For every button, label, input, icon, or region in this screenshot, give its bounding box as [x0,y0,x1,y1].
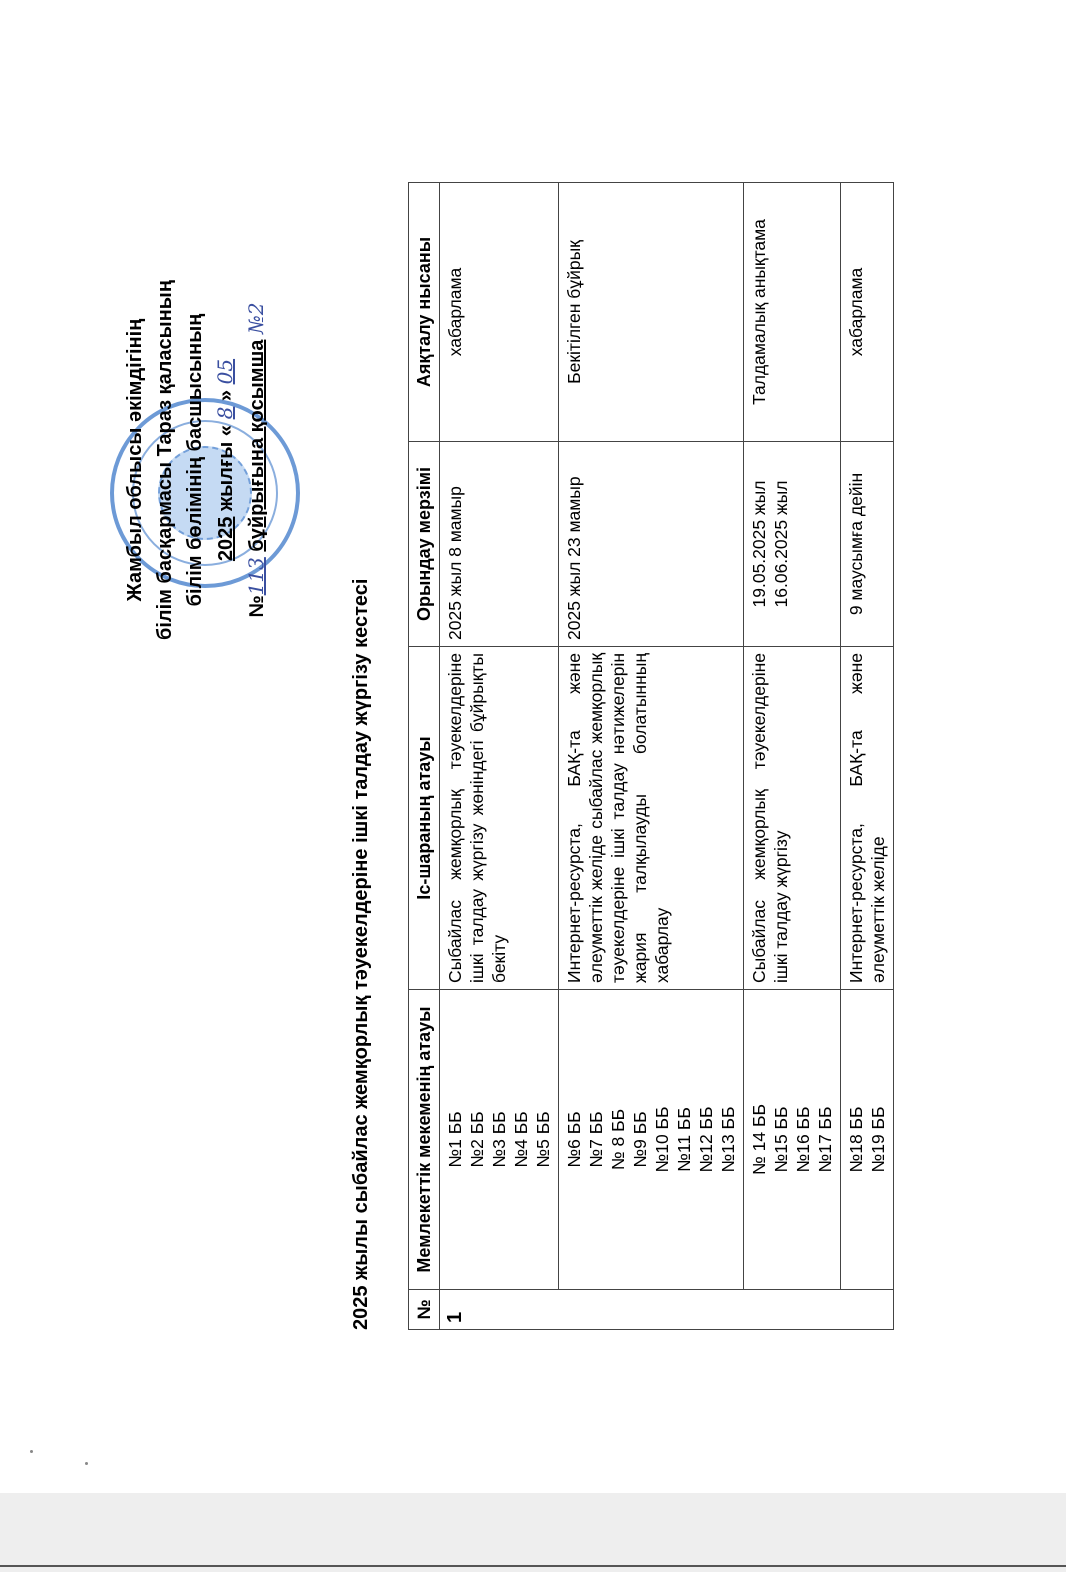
organization-item: №2 ББ [467,1111,487,1168]
activity-cell: Интернет-ресурста, БАҚ-та және әлеуметтік желіде сыбайлас жемқорлық тәуекелдеріне ішкі талдау нәтижелерін жария талқылауды болатынның хабарлау [559,647,744,990]
scan-speck [85,1462,88,1465]
organization-item: №1 ББ [445,1111,465,1168]
table-row [440,183,559,1330]
scanner-edge-line [0,1565,1066,1567]
header-order-word: бұйрығына қосымша [246,339,268,552]
completion-form-cell: хабарлама [841,183,894,442]
header-day: 8 [213,406,237,420]
header-line-5 [241,210,272,710]
header-quote-close: » [215,389,237,402]
completion-form-cell: Талдамалық анықтама [744,183,841,442]
header-activity: Іс-шараның атауы [409,647,440,990]
table-header-row [409,183,440,1330]
deadline-cell [440,442,559,647]
row-number: 1 [440,1290,894,1330]
organization-item: № 14 ББ [749,1104,769,1175]
organization-item: №12 ББ [696,1106,716,1173]
organization-item: №18 ББ [846,1106,866,1173]
organization-cell [744,990,841,1290]
organization-item: №6 ББ [564,1111,584,1168]
schedule-table [408,182,894,1330]
deadline-cell [841,442,894,647]
header-line-4 [210,210,241,710]
organization-item: №9 ББ [630,1111,650,1168]
organization-item: №15 ББ [771,1106,791,1173]
organization-item: №4 ББ [511,1111,531,1168]
organization-item: №7 ББ [586,1111,606,1168]
header-appendix-number: №2 [244,302,268,335]
header-month: 05 [213,358,237,385]
table-row [559,183,744,1330]
deadline-cell [559,442,744,647]
organization-item: №11 ББ [674,1107,694,1172]
scan-speck [30,1450,33,1453]
deadline-cell [744,442,841,647]
organization-cell [559,990,744,1290]
completion-form-cell: хабарлама [440,183,559,442]
header-year: 2025 [215,516,237,562]
organization-item: №17 ББ [815,1106,835,1173]
header-completion-form: Аяқталу нысаны [409,183,440,442]
activity-cell: Сыбайлас жемқорлық тәуекелдеріне ішкі талдау жүргізу жөніндегі бұйрықты бекіту [440,647,559,990]
deadline-text: 9 маусымға дейін [846,472,866,616]
organization-item: №13 ББ [718,1106,738,1173]
header-year-word: жылғы « [215,424,237,511]
organization-cell [841,990,894,1290]
organization-item: №5 ББ [533,1111,553,1168]
deadline-text: 2025 жыл 8 мамыр [445,486,465,640]
header-line-1: Жамбыл облысы әкімдігінің [124,318,146,602]
scanner-bottom-edge [0,1493,1066,1572]
organization-item: №19 ББ [868,1106,888,1173]
activity-cell: Сыбайлас жемқорлық тәуекелдеріне ішкі талдау жүргізу [744,647,841,990]
organization-cell [440,990,559,1290]
organization-item: №16 ББ [793,1106,813,1173]
table-row [744,183,841,1330]
organization-item: №3 ББ [489,1111,509,1168]
header-number-prefix: № [246,595,268,618]
completion-form-cell: Бекітілген бұйрық [559,183,744,442]
order-header [120,210,272,710]
header-number: № [409,1290,440,1330]
header-organization: Мемлекеттік мекеменің атауы [409,990,440,1290]
rotated-document [0,100,1000,1500]
header-line-3: білім бөлімінің басшысының [184,313,206,607]
header-deadline: Орындау мерзімі [409,442,440,647]
deadline-text: 19.05.2025 жыл [749,480,769,608]
activity-cell: Интернет-ресурста, БАҚ-та және әлеуметтік желіде [841,647,894,990]
header-order-number: 113 [244,557,268,596]
organization-item: № 8 ББ [608,1108,628,1171]
document-title: 2025 жылы сыбайлас жемқорлық тәуекелдеріне ішкі талдау жүргізу кестесі [350,578,372,1330]
deadline-text: 16.06.2025 жыл [771,480,791,608]
deadline-text: 2025 жыл 23 мамыр [564,476,584,640]
header-line-2: білім басқармасы Тараз қаласының [154,280,176,640]
table-row [841,183,894,1330]
organization-item: №10 ББ [652,1106,672,1173]
